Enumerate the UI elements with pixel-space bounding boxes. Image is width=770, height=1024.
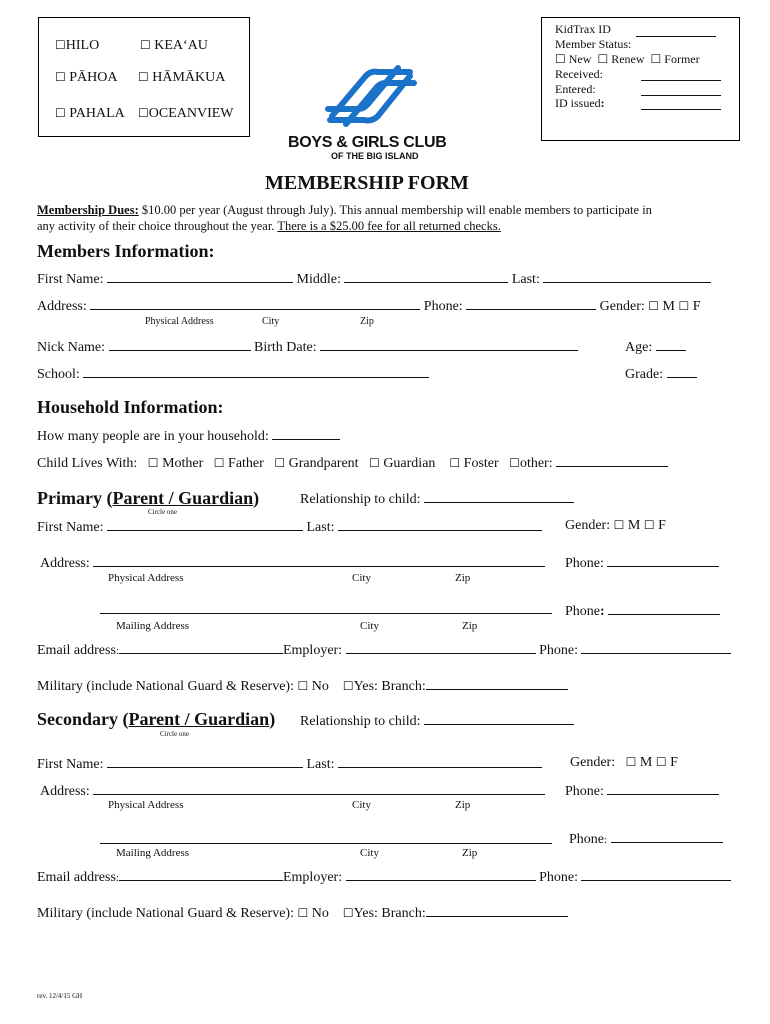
secondary-physical-address-caption: Physical Address [108, 799, 184, 811]
entered-field[interactable] [641, 83, 721, 96]
logo-title: BOYS & GIRLS CLUB [288, 134, 447, 151]
secondary-city-caption: City [352, 799, 371, 811]
secondary-mailing-caption: Mailing Address [116, 847, 190, 859]
secondary-zip-caption: Zip [455, 799, 471, 811]
other-field[interactable] [556, 454, 668, 467]
checkbox-icon[interactable]: ☐ [55, 70, 66, 84]
last-name-field[interactable] [543, 270, 711, 283]
age-row: Age: [625, 338, 686, 356]
secondary-mailing-zip-caption: Zip [462, 847, 478, 859]
received-field[interactable] [641, 68, 721, 81]
membership-dues-line1: Membership Dues: $10.00 per year (August through July). This annual membership will enable members to participate in [37, 203, 652, 217]
member-zip-caption: Zip [360, 316, 374, 327]
checkbox-icon[interactable]: ☐ [555, 52, 566, 66]
primary-phone2-field[interactable] [608, 602, 720, 615]
primary-name-row: First Name: Last: [37, 518, 542, 536]
secondary-heading: Secondary (Parent / Guardian) [37, 709, 276, 729]
checkbox-icon[interactable]: ☐ [213, 456, 225, 470]
child-lives-with-row: Child Lives With: ☐ Mother ☐ Father ☐ Grandparent ☐ Guardian ☐ Foster ☐other: [37, 454, 668, 472]
primary-last-name-field[interactable] [338, 518, 542, 531]
received-label: Received: [555, 67, 603, 81]
secondary-employer-field[interactable] [346, 868, 536, 881]
household-heading: Household Information: [37, 397, 224, 417]
primary-relationship-field[interactable] [424, 490, 574, 503]
primary-email-field[interactable] [119, 641, 283, 654]
primary-mailing-caption: Mailing Address [116, 620, 190, 632]
checkbox-icon[interactable]: ☐ [643, 518, 655, 532]
dues-label: Membership Dues: [37, 203, 139, 217]
checkbox-icon[interactable]: ☐ [648, 299, 660, 313]
secondary-work-phone-field[interactable] [581, 868, 731, 881]
member-physical-address-caption: Physical Address [145, 316, 214, 327]
birth-date-field[interactable] [320, 338, 578, 351]
revision-footer: rev. 12/4/15 GH [37, 992, 83, 1000]
nick-name-row: Nick Name: Birth Date: [37, 338, 578, 356]
id-issued-field[interactable] [641, 97, 721, 110]
age-field[interactable] [656, 338, 686, 351]
primary-phone-field[interactable] [607, 554, 719, 567]
household-size-row: How many people are in your household: [37, 427, 340, 445]
checkbox-icon[interactable]: ☐ [342, 906, 354, 920]
checkbox-icon[interactable]: ☐ [138, 106, 149, 120]
member-city-caption: City [262, 316, 280, 327]
primary-branch-field[interactable] [426, 677, 568, 690]
checkbox-icon[interactable]: ☐ [449, 456, 461, 470]
checkbox-icon[interactable]: ☐ [55, 106, 66, 120]
secondary-phone2-row: Phone: [569, 830, 723, 848]
member-address-row: Address: Phone: Gender: ☐ M ☐ F [37, 299, 701, 314]
member-address-field[interactable] [90, 297, 420, 310]
checkbox-icon[interactable]: ☐ [140, 38, 151, 52]
kidtrax-id-label: KidTrax ID [555, 22, 611, 36]
secondary-mailing-city-caption: City [360, 847, 379, 859]
checkbox-icon[interactable]: ☐ [369, 456, 380, 470]
primary-employer-field[interactable] [346, 641, 536, 654]
checkbox-icon[interactable]: ☐ [597, 52, 609, 66]
secondary-circle-one: Circle one [160, 730, 189, 738]
checkbox-icon[interactable]: ☐ [342, 679, 354, 693]
id-issued-label: ID issued: [555, 96, 605, 110]
secondary-phone-row: Phone: [565, 782, 719, 800]
checkbox-icon[interactable]: ☐ [147, 456, 159, 470]
primary-gender-row: Gender: ☐ M ☐ F [565, 518, 666, 533]
club-logo-icon [318, 58, 424, 134]
secondary-address-field[interactable] [93, 782, 545, 795]
secondary-address-row: Address: [40, 782, 545, 800]
secondary-relationship-field[interactable] [424, 712, 574, 725]
page-title: MEMBERSHIP FORM [265, 172, 469, 194]
school-field[interactable] [83, 365, 429, 378]
location-option-pahoa[interactable]: ☐ PĀHOA [55, 70, 118, 85]
location-option-keaau[interactable]: ☐ KEA‘AU [140, 38, 208, 53]
member-status-label: Member Status: [555, 37, 632, 51]
secondary-military-row: Military (include National Guard & Reserve): ☐ No ☐Yes: Branch: [37, 904, 568, 922]
primary-mailing-city-caption: City [360, 620, 379, 632]
secondary-email-field[interactable] [119, 868, 283, 881]
middle-name-field[interactable] [344, 270, 508, 283]
primary-heading: Primary (Parent / Guardian) [37, 488, 260, 508]
nick-name-field[interactable] [109, 338, 251, 351]
secondary-gender-row: Gender: ☐ M ☐ F [570, 755, 678, 770]
primary-work-phone-field[interactable] [581, 641, 731, 654]
members-heading: Members Information: [37, 241, 215, 261]
checkbox-icon[interactable]: ☐ [297, 906, 309, 920]
checkbox-icon[interactable]: ☐ [297, 679, 309, 693]
member-status-options: ☐ New ☐ Renew ☐ Former [555, 52, 700, 66]
logo-subtitle: OF THE BIG ISLAND [331, 151, 419, 161]
location-option-oceanview[interactable]: ☐OCEANVIEW [138, 106, 234, 121]
checkbox-icon[interactable]: ☐ [655, 755, 667, 769]
location-option-hamakua[interactable]: ☐ HĀMĀKUA [138, 70, 226, 85]
checkbox-icon[interactable]: ☐ [613, 518, 625, 532]
secondary-phone2-field[interactable] [611, 830, 723, 843]
secondary-branch-field[interactable] [426, 904, 568, 917]
primary-phone2-row: Phone: [565, 602, 720, 620]
primary-physical-address-caption: Physical Address [108, 572, 184, 584]
primary-mailing-zip-caption: Zip [462, 620, 478, 632]
secondary-name-row: First Name: Last: [37, 755, 542, 773]
primary-phone-row: Phone: [565, 554, 719, 572]
returned-check-fee: There is a $25.00 fee for all returned checks. [277, 219, 501, 233]
primary-city-caption: City [352, 572, 371, 584]
checkbox-icon[interactable]: ☐ [138, 70, 149, 84]
primary-address-field[interactable] [93, 554, 545, 567]
school-row: School: [37, 365, 429, 383]
primary-zip-caption: Zip [455, 572, 471, 584]
location-option-hilo[interactable]: ☐HILO [55, 38, 100, 53]
primary-circle-one: Circle one [148, 508, 177, 516]
primary-first-name-field[interactable] [107, 518, 303, 531]
member-phone-field[interactable] [466, 297, 596, 310]
grade-row: Grade: [625, 365, 697, 383]
secondary-phone-field[interactable] [607, 782, 719, 795]
membership-dues-line2: any activity of their choice throughout the year. There is a $25.00 fee for all returned checks. [37, 219, 501, 233]
secondary-mailing-field[interactable] [100, 830, 552, 844]
primary-military-row: Military (include National Guard & Reserve): ☐ No ☐Yes: Branch: [37, 677, 568, 695]
checkbox-icon[interactable]: ☐ [625, 755, 637, 769]
primary-email-row: Email address: Employer: Phone: [37, 641, 731, 659]
kidtrax-id-field[interactable] [636, 24, 716, 37]
primary-mailing-field[interactable] [100, 600, 552, 614]
checkbox-icon[interactable]: ☐ [274, 456, 286, 470]
location-option-pahala[interactable]: ☐ PAHALA [55, 106, 125, 121]
household-size-field[interactable] [272, 427, 340, 440]
secondary-first-name-field[interactable] [107, 755, 303, 768]
checkbox-icon[interactable]: ☐ [650, 52, 662, 66]
secondary-email-row: Email address: Employer: Phone: [37, 868, 731, 886]
member-first-name-row: First Name: Middle: Last: [37, 270, 711, 288]
entered-label: Entered: [555, 82, 596, 96]
first-name-field[interactable] [107, 270, 293, 283]
checkbox-icon[interactable]: ☐ [509, 456, 520, 470]
primary-relationship-row: Relationship to child: [300, 490, 574, 508]
checkbox-icon[interactable]: ☐ [678, 299, 690, 313]
primary-address-row: Address: [40, 554, 545, 572]
grade-field[interactable] [667, 365, 697, 378]
secondary-relationship-row: Relationship to child: [300, 712, 574, 730]
checkbox-icon[interactable]: ☐ [55, 38, 66, 52]
secondary-last-name-field[interactable] [338, 755, 542, 768]
